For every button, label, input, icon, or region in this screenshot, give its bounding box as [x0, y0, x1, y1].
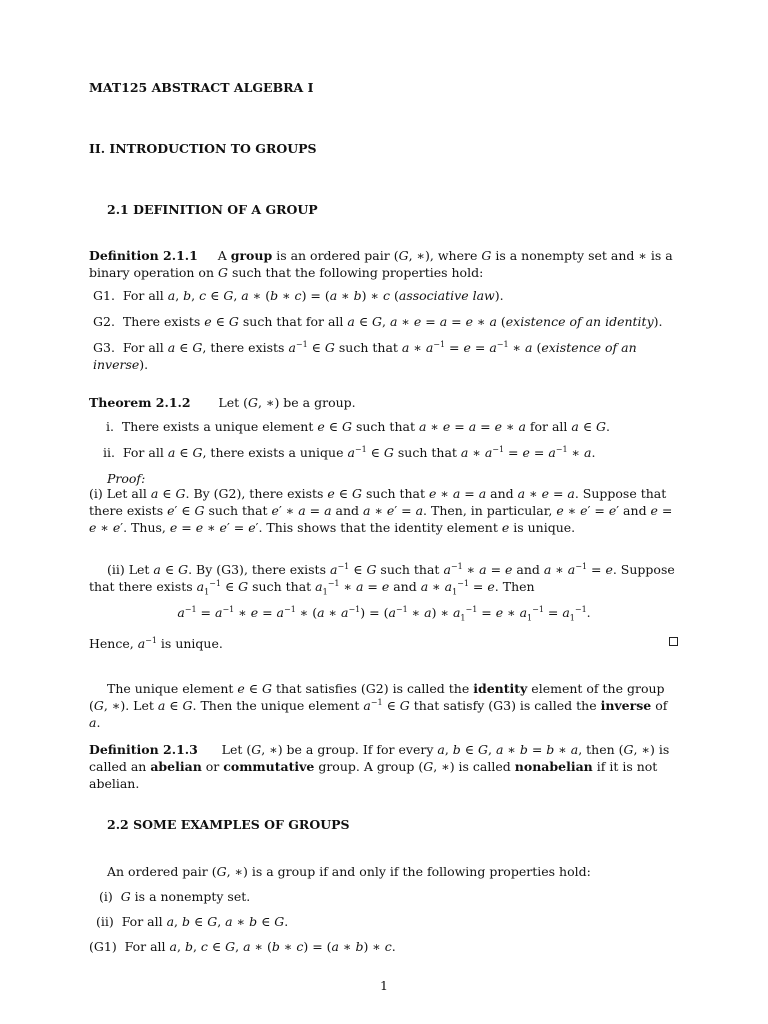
course-title: MAT125 ABSTRACT ALGEBRA I [89, 80, 314, 95]
theorem-item-i: i. There exists a unique element e ∈ G such that a ∗ e = a = e ∗ a for all a ∈ G. [106, 419, 611, 434]
theorem-2-1-2-label: Theorem 2.1.2 [89, 395, 191, 410]
identity-inverse-paragraph: The unique element e ∈ G that satisfies (G2) is called the identity element of the group (G, ∗). Let a ∈ G. Then the unique element $a^{-1}$ ∈ G that satisfy (G3) is called the inverse of a. [89, 681, 668, 730]
definition-2-1-1-label: Definition 2.1.1 [89, 248, 198, 263]
definition-2-1-3-text: Let (G, ∗) be a group. If for every a, b ∈ G, a ∗ b = b ∗ a, then (G, ∗) is called an abelian or commutative group. A group (G, ∗) is called nonabelian if it is not abelian. [89, 742, 670, 791]
theorem-item-ii: ii. For all a ∈ G, there exists a unique $a^{-1}$ ∈ G such that a ∗ $a^{-1} = e = a^{-1}$ ∗ a. [103, 444, 596, 460]
page-number: 1 [380, 978, 388, 993]
definition-2-1-1-text: A group is an ordered pair (G, ∗), where G is a nonempty set and ∗ is a binary operation on G such that the following properties hold: [89, 248, 673, 280]
proof-conclusion: Hence, $a^{-1}$ is unique. [89, 635, 223, 651]
examples-item: (i) G is a nonempty set. [99, 889, 251, 904]
group-axiom-g2: G2. There exists e ∈ G such that for all a ∈ G, a ∗ e = a = e ∗ a (existence of an identity). [93, 314, 663, 329]
definition-2-1-1 [89, 248, 679, 282]
definition-2-1-3-label: Definition 2.1.3 [89, 742, 198, 757]
proof-part-i: (i) Let all a ∈ G. By (G2), there exists e ∈ G such that e ∗ a = a and a ∗ e = a. Suppose that there exists e′ ∈ G such that e′ ∗ a = a and a ∗ e′ = a. Then, in particular, e ∗ e′ = e′ and e = e ∗ e′. Thus, e = e ∗ e′ = e′. This shows that the identity element e is unique. [89, 486, 673, 535]
examples-intro: An ordered pair (G, ∗) is a group if and only if the following properties hold: [107, 864, 591, 879]
theorem-2-1-2-intro: Let (G, ∗) be a group. [218, 395, 356, 410]
definition-2-1-3 [89, 742, 679, 793]
group-axiom-g3: G3. For all a ∈ G, there exists $a^{-1}$ ∈ G such that a ∗ $a^{-1} = e = a^{-1}$ ∗ a (existence of an inverse). [93, 339, 637, 372]
proof-equation: $a^{-1} = a^{-1}$ ∗ $e = a^{-1}$ ∗ (a ∗ $a^{-1}) = (a^{-1}$ ∗ a) ∗ $a_1^{-1} = e$ ∗ $a_1^{-1} = a_1^{-1}$. [177, 604, 591, 623]
theorem-2-1-2 [89, 395, 679, 412]
proof-label: Proof: [107, 471, 146, 486]
section-2-1-title: 2.1 DEFINITION OF A GROUP [107, 202, 318, 217]
group-axiom-g1: G1. For all a, b, c ∈ G, a ∗ (b ∗ c) = (a ∗ b) ∗ c (associative law). [93, 288, 504, 303]
chapter-title: II. INTRODUCTION TO GROUPS [89, 141, 317, 156]
qed-box [669, 637, 678, 646]
examples-item: (G1) For all a, b, c ∈ G, a ∗ (b ∗ c) = (a ∗ b) ∗ c. [89, 939, 396, 954]
examples-item: (ii) For all a, b ∈ G, a ∗ b ∈ G. [96, 914, 289, 929]
section-2-2-title: 2.2 SOME EXAMPLES OF GROUPS [107, 817, 350, 832]
proof-part-ii: (ii) Let a ∈ G. By (G3), there exists $a^{-1}$ ∈ G such that $a^{-1}$ ∗ a = e and a ∗ $a^{-1} = e$. Suppose that there exists $a_1^{-1}$ ∈ G such that $a_1^{-1}$ ∗ a = e and a ∗ $a_1^{-1} = e$. Then [89, 561, 675, 597]
